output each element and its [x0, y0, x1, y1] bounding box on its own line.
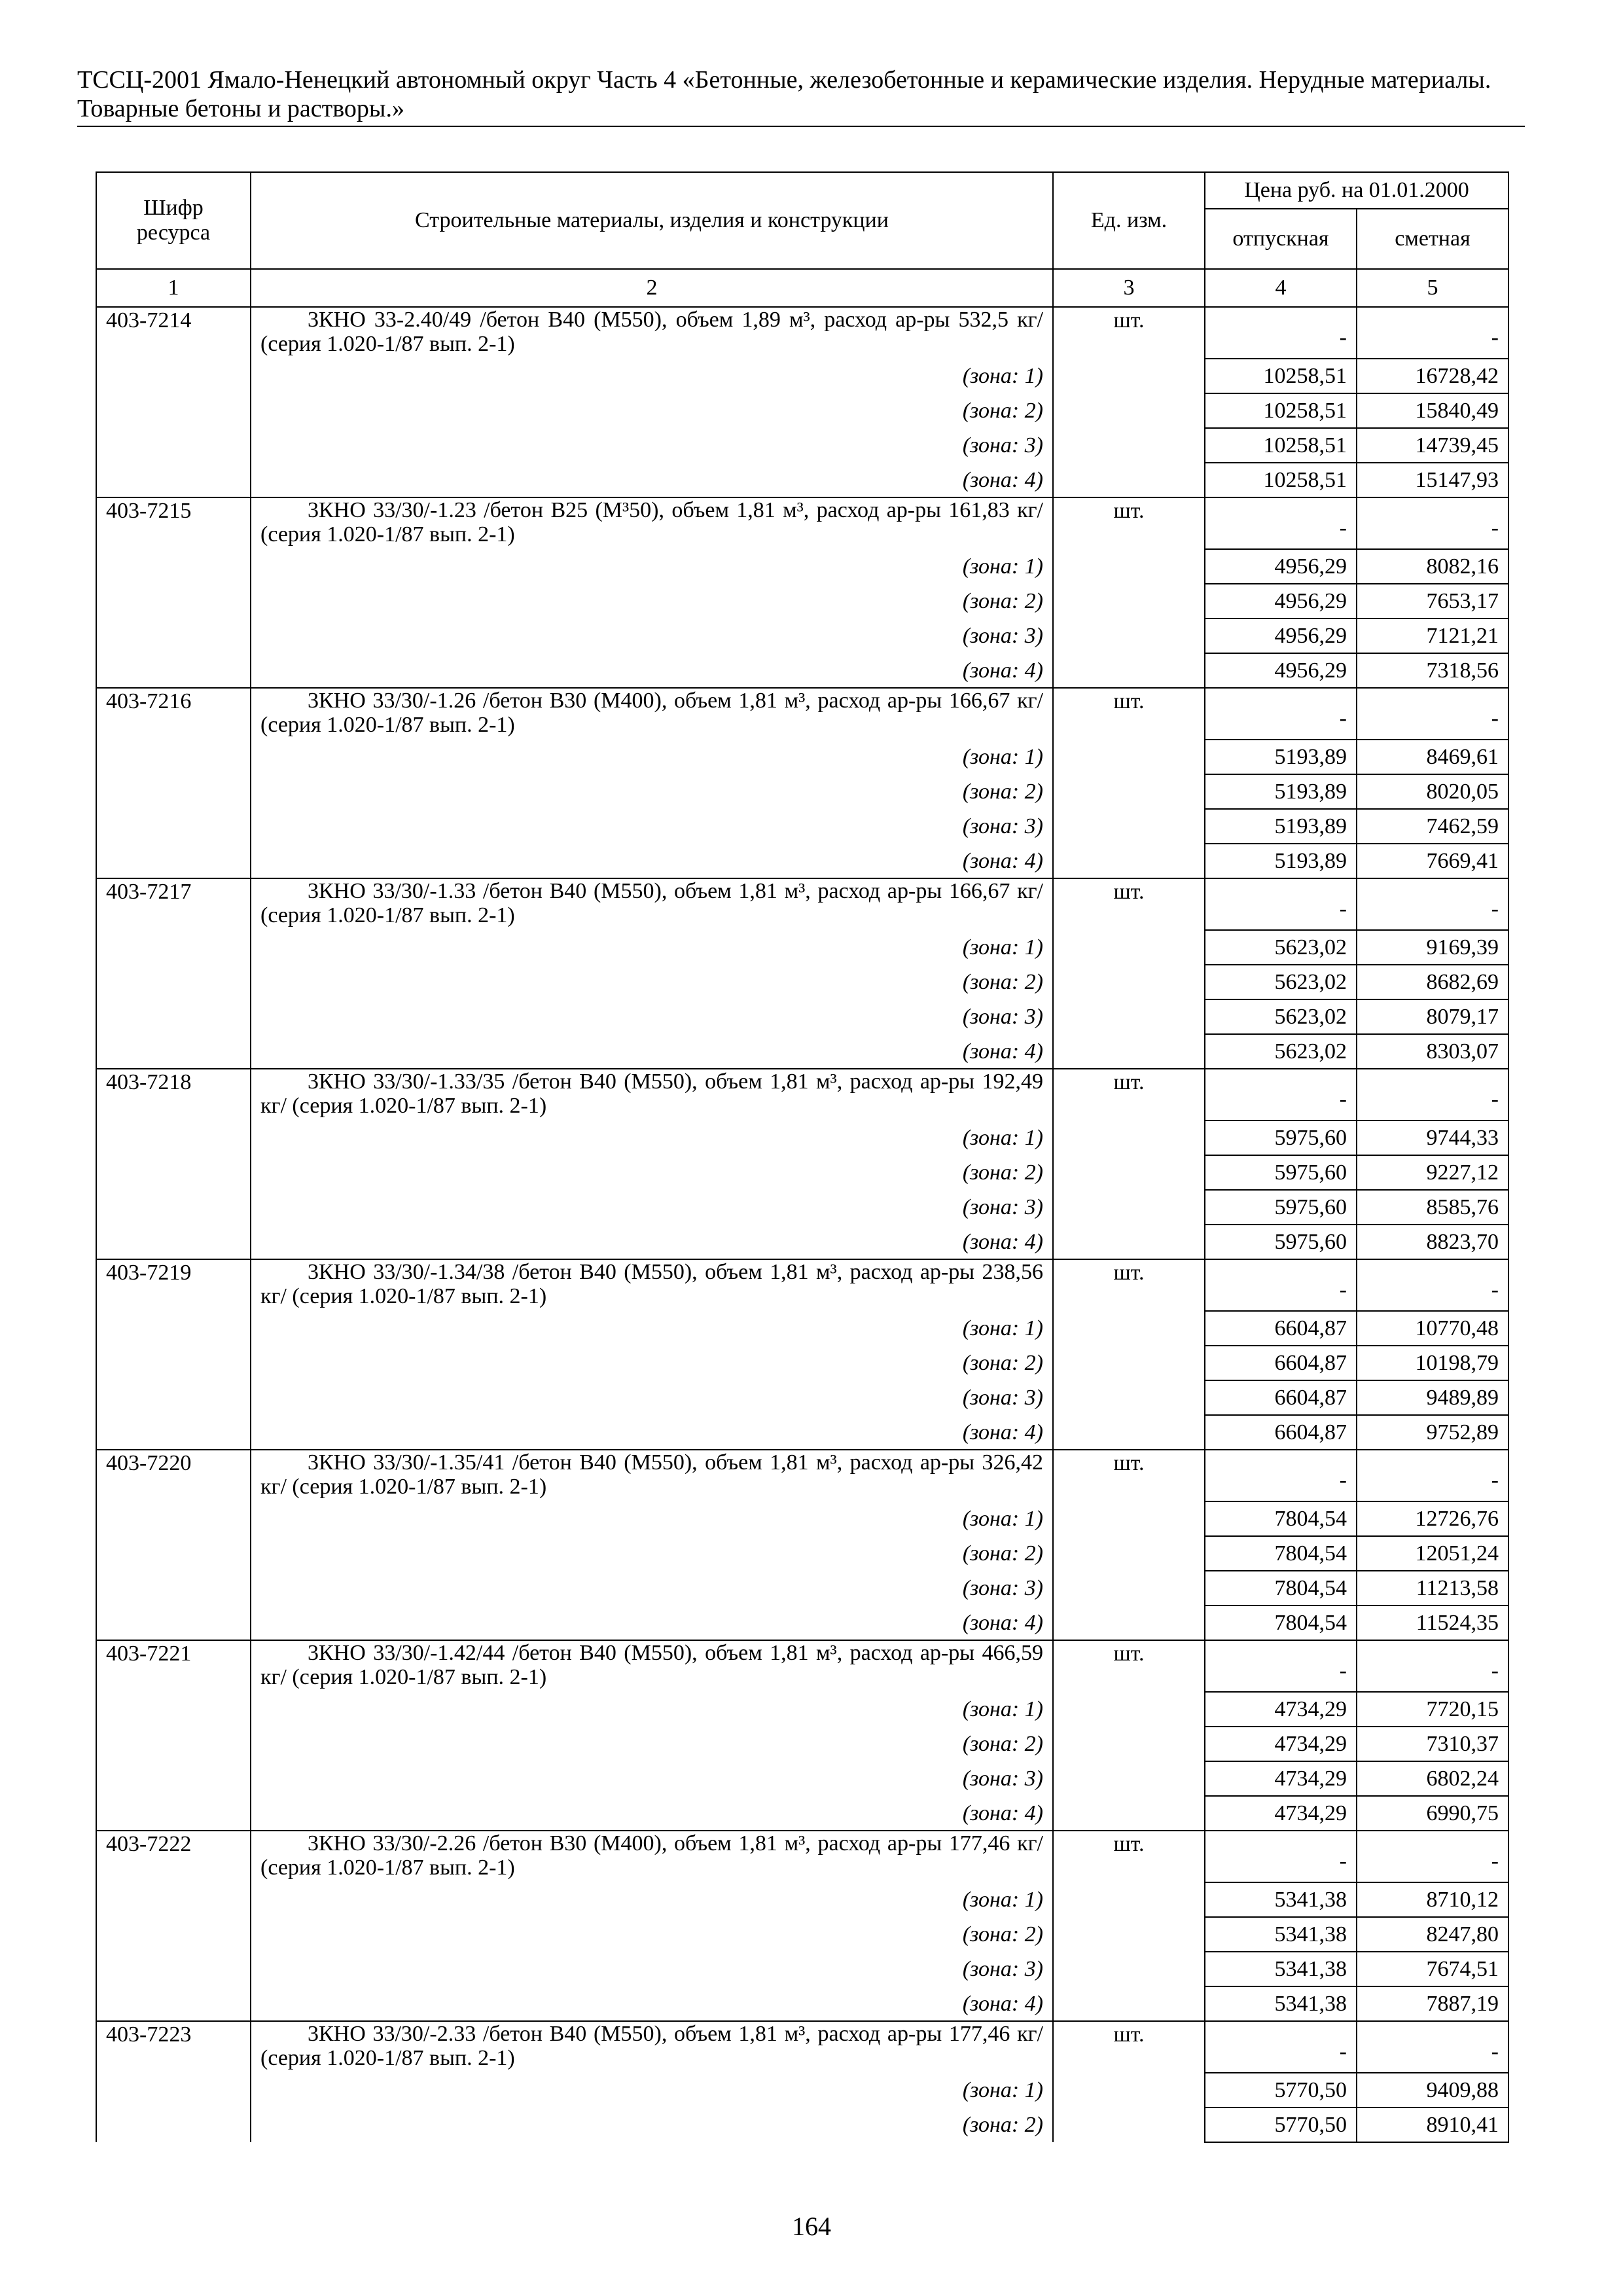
zone-label: (зона: 1) — [251, 1501, 1053, 1536]
estimate-price: 6802,24 — [1357, 1761, 1508, 1796]
release-price: 5341,38 — [1205, 1882, 1357, 1917]
zone-label: (зона: 4) — [251, 1986, 1053, 2021]
zone-label: (зона: 3) — [251, 1761, 1053, 1796]
estimate-price: 9227,12 — [1357, 1155, 1508, 1190]
estimate-price: 8682,69 — [1357, 965, 1508, 999]
column-number: 3 — [1053, 269, 1205, 307]
material-description — [251, 1640, 1053, 1692]
zone-label: (зона: 2) — [251, 1346, 1053, 1380]
zone-row — [96, 1882, 1508, 1917]
estimate-price: - — [1357, 1069, 1508, 1121]
material-description — [251, 1831, 1053, 1882]
release-price: 10258,51 — [1205, 393, 1357, 428]
zone-label: (зона: 1) — [251, 740, 1053, 774]
release-price: 7804,54 — [1205, 1605, 1357, 1640]
estimate-price: 12726,76 — [1357, 1501, 1508, 1536]
release-price: - — [1205, 1259, 1357, 1311]
release-price: - — [1205, 1640, 1357, 1692]
estimate-price: 16728,42 — [1357, 359, 1508, 393]
unit-of-measure: шт. — [1053, 1259, 1205, 1450]
zone-row — [96, 463, 1508, 497]
release-price: 5623,02 — [1205, 930, 1357, 965]
resource-code: 403-7223 — [96, 2021, 251, 2142]
zone-label: (зона: 4) — [251, 1796, 1053, 1831]
zone-row — [96, 653, 1508, 688]
table-row — [96, 307, 1508, 359]
zone-label: (зона: 2) — [251, 965, 1053, 999]
zone-label: (зона: 2) — [251, 1155, 1053, 1190]
release-price: 5193,89 — [1205, 774, 1357, 809]
zone-row — [96, 1952, 1508, 1986]
resource-code: 403-7221 — [96, 1640, 251, 1831]
table-body — [96, 307, 1508, 2142]
material-description — [251, 878, 1053, 930]
zone-label: (зона: 4) — [251, 463, 1053, 497]
estimate-price: 7310,37 — [1357, 1727, 1508, 1761]
release-price: 5975,60 — [1205, 1225, 1357, 1259]
description-text: 3КНО 33/30/-1.42/44 /бетон В40 (М550), объем 1,81 м³, расход ар-ры 466,59 кг/ (серия 1.020-1/87 вып. 2-1) — [260, 1641, 1043, 1689]
estimate-price: 15147,93 — [1357, 463, 1508, 497]
table-row — [96, 688, 1508, 740]
zone-row — [96, 1380, 1508, 1415]
header-name: Строительные материалы, изделия и конструкции — [251, 172, 1053, 269]
release-price: 5341,38 — [1205, 1917, 1357, 1952]
release-price: 4734,29 — [1205, 1761, 1357, 1796]
release-price: 6604,87 — [1205, 1311, 1357, 1346]
estimate-price: 7121,21 — [1357, 619, 1508, 653]
release-price: 5975,60 — [1205, 1155, 1357, 1190]
zone-row — [96, 619, 1508, 653]
resource-code: 403-7217 — [96, 878, 251, 1069]
zone-row — [96, 2108, 1508, 2142]
release-price: 7804,54 — [1205, 1571, 1357, 1605]
release-price: 4734,29 — [1205, 1727, 1357, 1761]
estimate-price: 8082,16 — [1357, 549, 1508, 584]
release-price: - — [1205, 1831, 1357, 1882]
zone-label: (зона: 4) — [251, 653, 1053, 688]
unit-of-measure: шт. — [1053, 307, 1205, 497]
description-text: 3КНО 33/30/-1.23 /бетон В25 (М³50), объем 1,81 м³, расход ар-ры 161,83 кг/ (серия 1.020-1/87 вып. 2-1) — [260, 498, 1043, 547]
zone-row — [96, 930, 1508, 965]
estimate-price: 7653,17 — [1357, 584, 1508, 619]
estimate-price: 9744,33 — [1357, 1121, 1508, 1155]
release-price: 4956,29 — [1205, 549, 1357, 584]
zone-row — [96, 584, 1508, 619]
zone-label: (зона: 2) — [251, 1536, 1053, 1571]
table-row — [96, 2021, 1508, 2073]
zone-label: (зона: 2) — [251, 584, 1053, 619]
resource-code: 403-7215 — [96, 497, 251, 688]
column-number: 2 — [251, 269, 1053, 307]
release-price: 10258,51 — [1205, 359, 1357, 393]
zone-row — [96, 549, 1508, 584]
estimate-price: 7462,59 — [1357, 809, 1508, 844]
unit-of-measure: шт. — [1053, 497, 1205, 688]
release-price: 7804,54 — [1205, 1501, 1357, 1536]
zone-row — [96, 1917, 1508, 1952]
estimate-price: 15840,49 — [1357, 393, 1508, 428]
zone-row — [96, 809, 1508, 844]
zone-label: (зона: 3) — [251, 1952, 1053, 1986]
material-description — [251, 688, 1053, 740]
zone-label: (зона: 4) — [251, 1415, 1053, 1450]
zone-label: (зона: 2) — [251, 2108, 1053, 2142]
release-price: 5193,89 — [1205, 809, 1357, 844]
zone-row — [96, 774, 1508, 809]
zone-label: (зона: 1) — [251, 1311, 1053, 1346]
description-text: 3КНО 33/30/-2.33 /бетон В40 (М550), объем 1,81 м³, расход ар-ры 177,46 кг/ (серия 1.020-1/87 вып. 2-1) — [260, 2022, 1043, 2070]
zone-row — [96, 1796, 1508, 1831]
estimate-price: 8079,17 — [1357, 999, 1508, 1034]
resource-code: 403-7216 — [96, 688, 251, 878]
description-text: 3КНО 33/30/-1.33 /бетон В40 (М550), объем 1,81 м³, расход ар-ры 166,67 кг/ (серия 1.020-1/87 вып. 2-1) — [260, 879, 1043, 927]
release-price: 5341,38 — [1205, 1986, 1357, 2021]
estimate-price: 9752,89 — [1357, 1415, 1508, 1450]
unit-of-measure: шт. — [1053, 688, 1205, 878]
estimate-price: - — [1357, 688, 1508, 740]
estimate-price: 8710,12 — [1357, 1882, 1508, 1917]
zone-row — [96, 1501, 1508, 1536]
estimate-price: 8020,05 — [1357, 774, 1508, 809]
description-text: 3КНО 33/30/-1.35/41 /бетон В40 (М550), объем 1,81 м³, расход ар-ры 326,42 кг/ (серия 1.020-1/87 вып. 2-1) — [260, 1450, 1043, 1499]
estimate-price: 10198,79 — [1357, 1346, 1508, 1380]
table-row — [96, 1450, 1508, 1501]
release-price: 5623,02 — [1205, 999, 1357, 1034]
document-header — [77, 65, 1525, 127]
release-price: 4956,29 — [1205, 619, 1357, 653]
estimate-price: - — [1357, 1259, 1508, 1311]
estimate-price: 8910,41 — [1357, 2108, 1508, 2142]
estimate-price: - — [1357, 1640, 1508, 1692]
unit-of-measure: шт. — [1053, 1831, 1205, 2021]
release-price: 5341,38 — [1205, 1952, 1357, 1986]
material-description — [251, 497, 1053, 549]
column-number: 1 — [96, 269, 251, 307]
estimate-price: 7887,19 — [1357, 1986, 1508, 2021]
table-row — [96, 878, 1508, 930]
estimate-price: 7674,51 — [1357, 1952, 1508, 1986]
zone-label: (зона: 1) — [251, 359, 1053, 393]
release-price: 4956,29 — [1205, 584, 1357, 619]
zone-row — [96, 1692, 1508, 1727]
estimate-price: 8469,61 — [1357, 740, 1508, 774]
estimate-price: 8303,07 — [1357, 1034, 1508, 1069]
zone-row — [96, 965, 1508, 999]
estimate-price: 9409,88 — [1357, 2073, 1508, 2108]
zone-row — [96, 2073, 1508, 2108]
zone-row — [96, 1155, 1508, 1190]
release-price: 7804,54 — [1205, 1536, 1357, 1571]
zone-label: (зона: 4) — [251, 1605, 1053, 1640]
resource-code: 403-7219 — [96, 1259, 251, 1450]
zone-row — [96, 1034, 1508, 1069]
zone-label: (зона: 4) — [251, 844, 1053, 878]
description-text: 3КНО 33-2.40/49 /бетон В40 (М550), объем 1,89 м³, расход ар-ры 532,5 кг/ (серия 1.020-1/87 вып. 2-1) — [260, 308, 1043, 356]
material-description — [251, 2021, 1053, 2073]
table-row — [96, 497, 1508, 549]
estimate-price: 11524,35 — [1357, 1605, 1508, 1640]
zone-label: (зона: 3) — [251, 428, 1053, 463]
release-price: 5770,50 — [1205, 2108, 1357, 2142]
unit-of-measure: шт. — [1053, 1069, 1205, 1259]
estimate-price: 9169,39 — [1357, 930, 1508, 965]
zone-label: (зона: 3) — [251, 1571, 1053, 1605]
release-price: 5975,60 — [1205, 1121, 1357, 1155]
description-text: 3КНО 33/30/-1.34/38 /бетон В40 (М550), объем 1,81 м³, расход ар-ры 238,56 кг/ (серия 1.020-1/87 вып. 2-1) — [260, 1260, 1043, 1308]
release-price: 5193,89 — [1205, 844, 1357, 878]
material-description — [251, 1259, 1053, 1311]
zone-label: (зона: 4) — [251, 1034, 1053, 1069]
material-description — [251, 1069, 1053, 1121]
zone-row — [96, 1346, 1508, 1380]
material-description — [251, 307, 1053, 359]
resource-code: 403-7218 — [96, 1069, 251, 1259]
zone-label: (зона: 3) — [251, 999, 1053, 1034]
zone-label: (зона: 2) — [251, 774, 1053, 809]
zone-row — [96, 1536, 1508, 1571]
zone-label: (зона: 2) — [251, 393, 1053, 428]
release-price: 5623,02 — [1205, 1034, 1357, 1069]
table-row — [96, 1640, 1508, 1692]
zone-row — [96, 999, 1508, 1034]
release-price: 5975,60 — [1205, 1190, 1357, 1225]
release-price: - — [1205, 2021, 1357, 2073]
unit-of-measure: шт. — [1053, 2021, 1205, 2142]
release-price: - — [1205, 878, 1357, 930]
estimate-price: 7318,56 — [1357, 653, 1508, 688]
zone-row — [96, 844, 1508, 878]
release-price: - — [1205, 307, 1357, 359]
resource-code: 403-7214 — [96, 307, 251, 497]
zone-row — [96, 1571, 1508, 1605]
zone-label: (зона: 4) — [251, 1225, 1053, 1259]
header-line-1: ТССЦ-2001 Ямало-Ненецкий автономный округ Часть 4 «Бетонные, железобетонные и керамические изделия. Нерудные материалы. — [77, 66, 1491, 94]
zone-row — [96, 1986, 1508, 2021]
release-price: 6604,87 — [1205, 1380, 1357, 1415]
table-row — [96, 1831, 1508, 1882]
estimate-price: 7720,15 — [1357, 1692, 1508, 1727]
estimate-price: 7669,41 — [1357, 844, 1508, 878]
zone-row — [96, 1727, 1508, 1761]
zone-label: (зона: 1) — [251, 2073, 1053, 2108]
zone-row — [96, 359, 1508, 393]
estimate-price: 9489,89 — [1357, 1380, 1508, 1415]
column-number: 4 — [1205, 269, 1357, 307]
zone-label: (зона: 1) — [251, 1882, 1053, 1917]
release-price: - — [1205, 1069, 1357, 1121]
release-price: 5623,02 — [1205, 965, 1357, 999]
estimate-price: 6990,75 — [1357, 1796, 1508, 1831]
estimate-price: - — [1357, 2021, 1508, 2073]
page-number: 164 — [792, 2212, 831, 2241]
estimate-price: 8823,70 — [1357, 1225, 1508, 1259]
estimate-price: - — [1357, 307, 1508, 359]
zone-row — [96, 1225, 1508, 1259]
zone-label: (зона: 1) — [251, 549, 1053, 584]
zone-label: (зона: 3) — [251, 809, 1053, 844]
unit-of-measure: шт. — [1053, 878, 1205, 1069]
release-price: 10258,51 — [1205, 428, 1357, 463]
description-text: 3КНО 33/30/-2.26 /бетон В30 (М400), объем 1,81 м³, расход ар-ры 177,46 кг/ (серия 1.020-1/87 вып. 2-1) — [260, 1831, 1043, 1880]
description-text: 3КНО 33/30/-1.33/35 /бетон В40 (М550), объем 1,81 м³, расход ар-ры 192,49 кг/ (серия 1.020-1/87 вып. 2-1) — [260, 1069, 1043, 1118]
description-text: 3КНО 33/30/-1.26 /бетон В30 (М400), объем 1,81 м³, расход ар-ры 166,67 кг/ (серия 1.020-1/87 вып. 2-1) — [260, 689, 1043, 737]
table-row — [96, 1069, 1508, 1121]
zone-row — [96, 428, 1508, 463]
zone-row — [96, 1605, 1508, 1640]
zone-row — [96, 393, 1508, 428]
material-description — [251, 1450, 1053, 1501]
release-price: 5193,89 — [1205, 740, 1357, 774]
column-number: 5 — [1357, 269, 1508, 307]
release-price: 10258,51 — [1205, 463, 1357, 497]
zone-label: (зона: 3) — [251, 619, 1053, 653]
zone-label: (зона: 2) — [251, 1917, 1053, 1952]
estimate-price: - — [1357, 1831, 1508, 1882]
resource-code: 403-7222 — [96, 1831, 251, 2021]
zone-row — [96, 1415, 1508, 1450]
estimate-price: 8585,76 — [1357, 1190, 1508, 1225]
estimate-price: 11213,58 — [1357, 1571, 1508, 1605]
zone-row — [96, 1761, 1508, 1796]
estimate-price: 14739,45 — [1357, 428, 1508, 463]
release-price: - — [1205, 1450, 1357, 1501]
zone-row — [96, 740, 1508, 774]
header-line-2: Товарные бетоны и растворы.» — [77, 95, 404, 122]
header-estimate-price: сметная — [1357, 209, 1508, 269]
release-price: 6604,87 — [1205, 1415, 1357, 1450]
table-head — [96, 172, 1508, 307]
zone-label: (зона: 1) — [251, 1692, 1053, 1727]
resource-code: 403-7220 — [96, 1450, 251, 1640]
release-price: 4734,29 — [1205, 1692, 1357, 1727]
header-release-price: отпускная — [1205, 209, 1357, 269]
release-price: - — [1205, 688, 1357, 740]
release-price: 4734,29 — [1205, 1796, 1357, 1831]
estimate-price: - — [1357, 497, 1508, 549]
zone-row — [96, 1121, 1508, 1155]
zone-label: (зона: 1) — [251, 1121, 1053, 1155]
zone-row — [96, 1190, 1508, 1225]
estimate-price: - — [1357, 1450, 1508, 1501]
price-table — [96, 171, 1509, 2143]
header-price: Цена руб. на 01.01.2000 — [1205, 172, 1508, 209]
zone-label: (зона: 1) — [251, 930, 1053, 965]
header-code: Шифр ресурса — [96, 172, 251, 269]
zone-label: (зона: 3) — [251, 1190, 1053, 1225]
estimate-price: - — [1357, 878, 1508, 930]
release-price: 4956,29 — [1205, 653, 1357, 688]
zone-row — [96, 1311, 1508, 1346]
unit-of-measure: шт. — [1053, 1450, 1205, 1640]
zone-label: (зона: 2) — [251, 1727, 1053, 1761]
release-price: 6604,87 — [1205, 1346, 1357, 1380]
estimate-price: 10770,48 — [1357, 1311, 1508, 1346]
zone-label: (зона: 3) — [251, 1380, 1053, 1415]
header-unit: Ед. изм. — [1053, 172, 1205, 269]
unit-of-measure: шт. — [1053, 1640, 1205, 1831]
table-row — [96, 1259, 1508, 1311]
release-price: 5770,50 — [1205, 2073, 1357, 2108]
estimate-price: 8247,80 — [1357, 1917, 1508, 1952]
estimate-price: 12051,24 — [1357, 1536, 1508, 1571]
release-price: - — [1205, 497, 1357, 549]
